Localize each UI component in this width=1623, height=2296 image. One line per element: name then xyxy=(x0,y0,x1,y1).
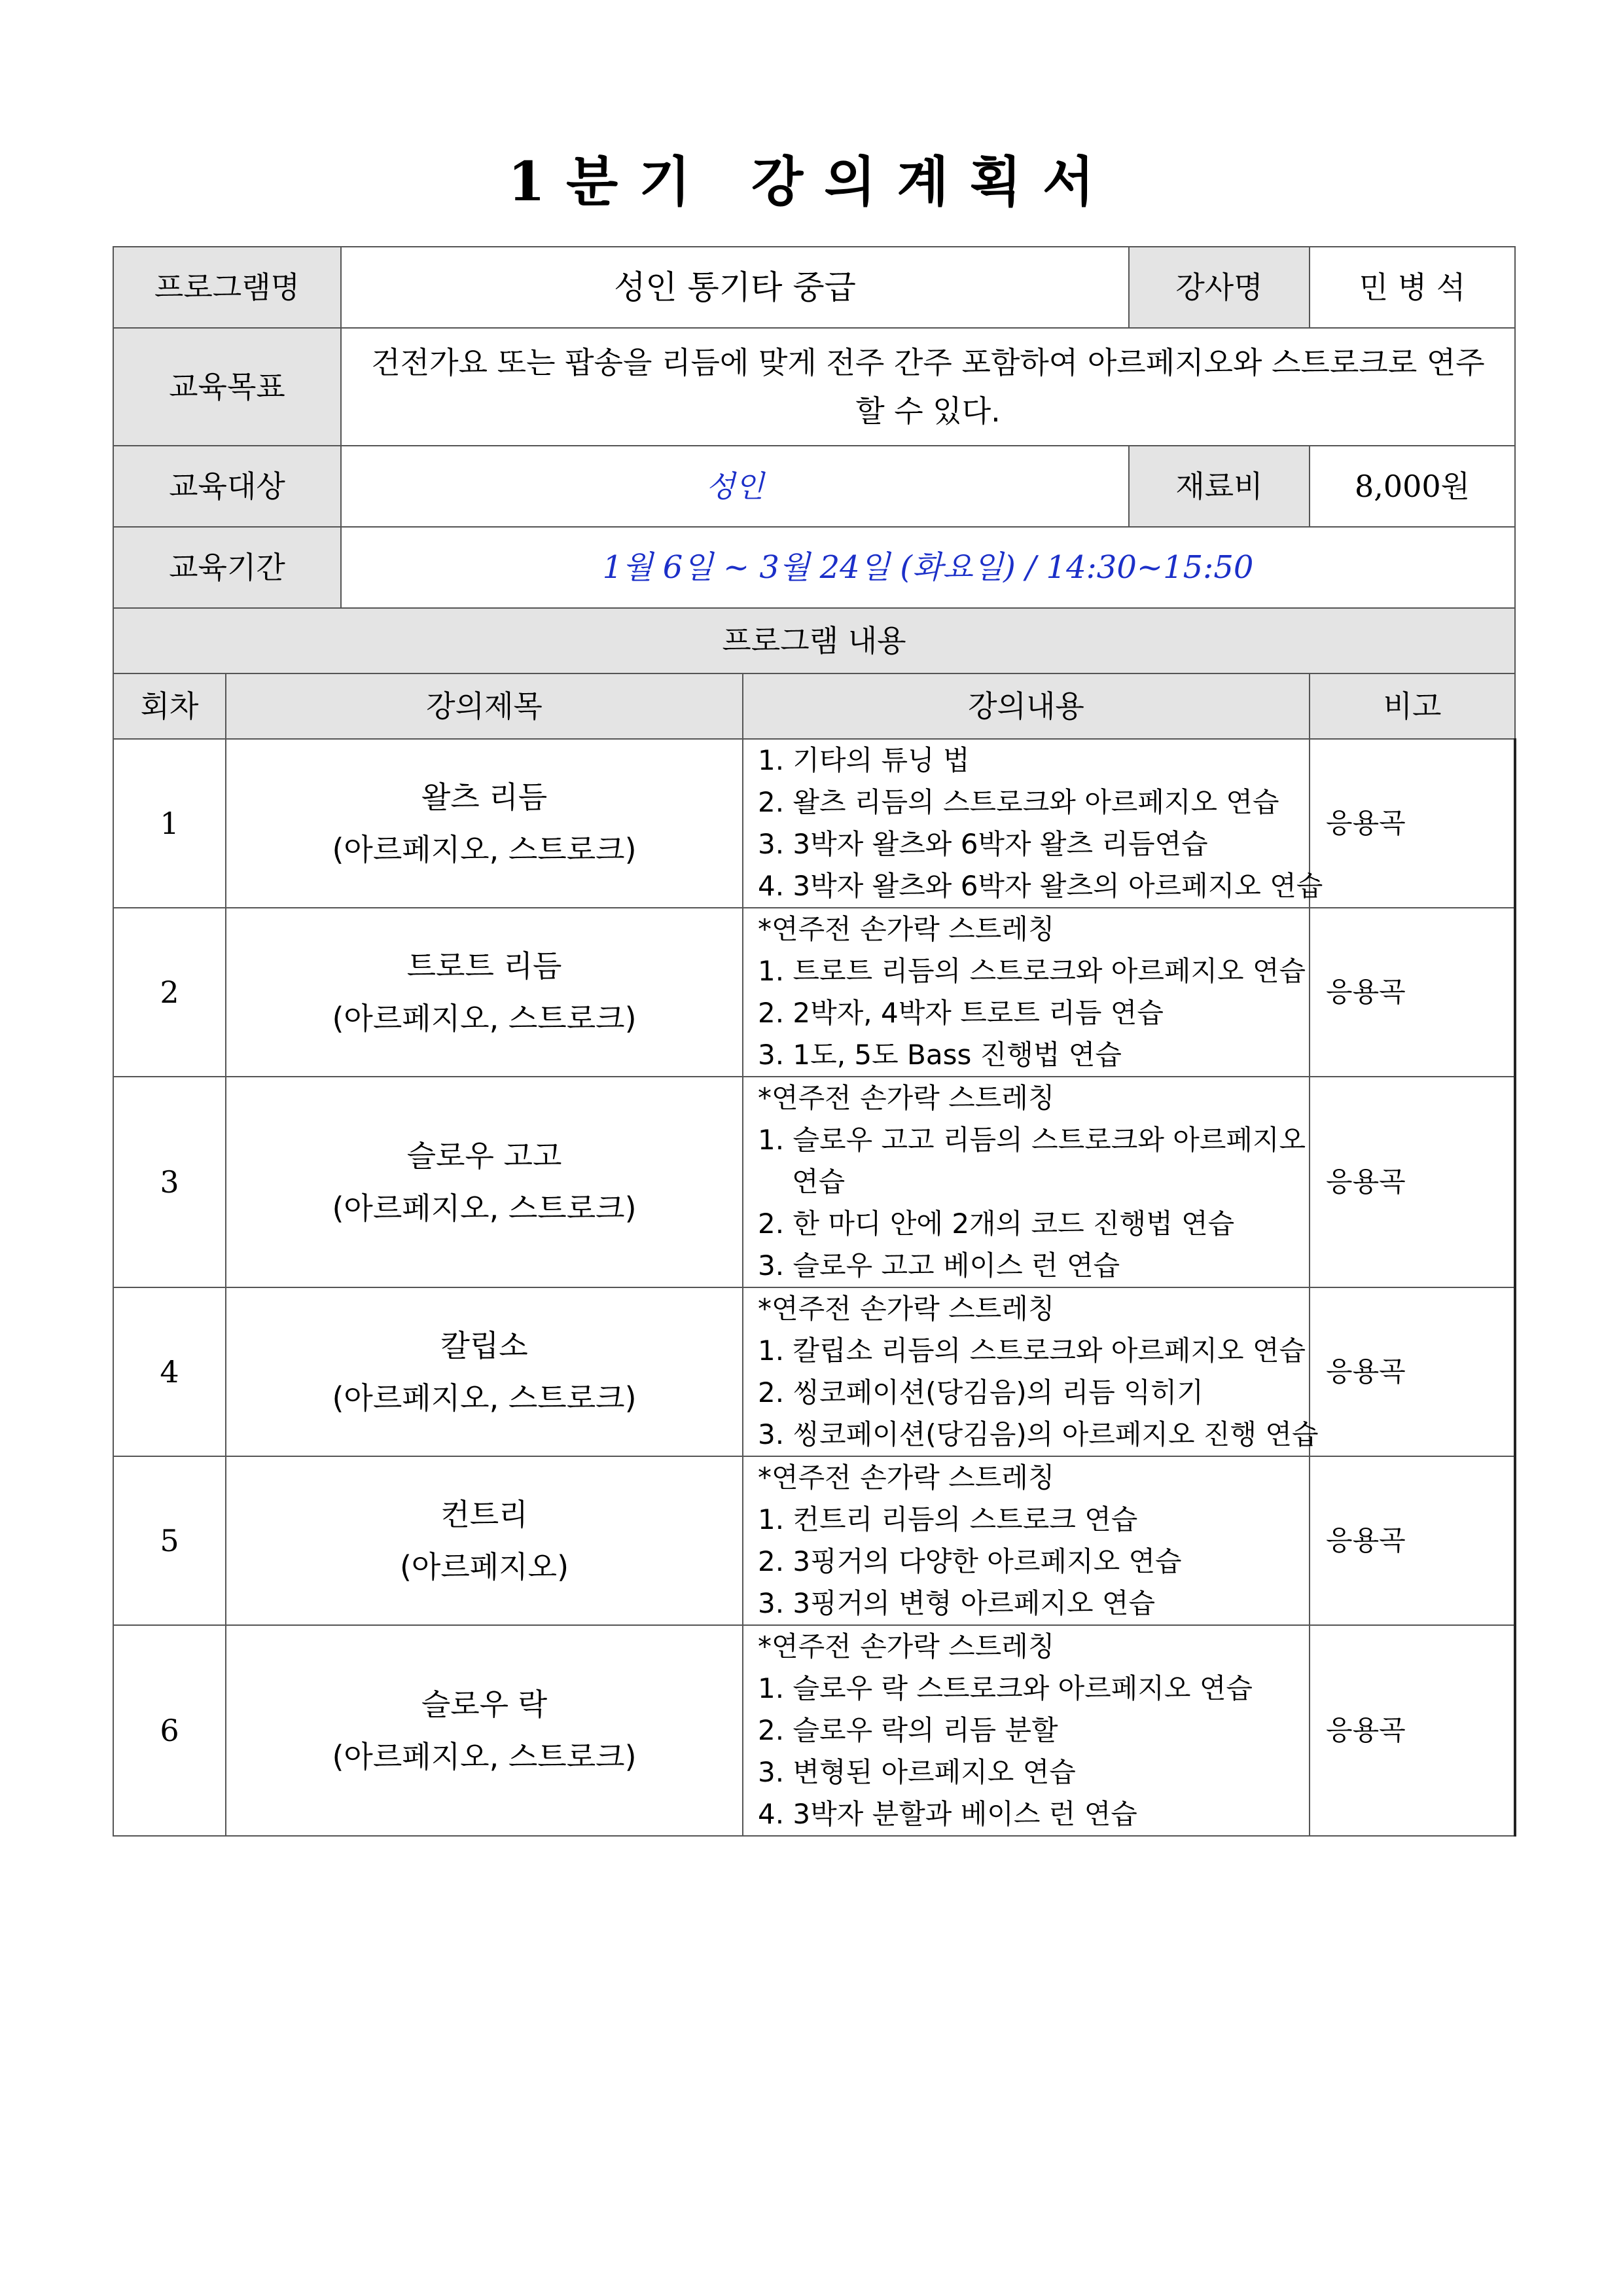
session-note: 응용곡 xyxy=(1310,1456,1515,1625)
session-content xyxy=(743,1625,1310,1836)
col-session: 회차 xyxy=(113,673,226,739)
content-item: 4. 3박자 왈츠와 6박자 왈츠의 아르페지오 연습 xyxy=(758,870,1323,902)
session-title: 슬로우 고고 xyxy=(406,1138,562,1174)
content-item: 2. 3핑거의 다양한 아르페지오 연습 xyxy=(758,1545,1182,1577)
session-content xyxy=(743,739,1323,908)
session-subtitle: (아르페지오, 스트로크) xyxy=(332,1739,637,1774)
session-note: 응용곡 xyxy=(1310,1287,1515,1456)
session-title-cell xyxy=(226,1625,743,1836)
session-subtitle: (아르페지오, 스트로크) xyxy=(332,1001,637,1036)
target-row xyxy=(113,446,1515,527)
fee-value: 8,000원 xyxy=(1310,446,1515,527)
content-item: 3. 씽코페이션(당김음)의 아르페지오 진행 연습 xyxy=(758,1418,1319,1450)
session-number: 2 xyxy=(113,908,226,1077)
content-item: *연주전 손가락 스트레칭 xyxy=(758,1462,1055,1494)
session-content xyxy=(743,908,1310,1077)
content-item: 연습 xyxy=(792,1166,846,1198)
target-label: 교육대상 xyxy=(113,446,341,527)
content-item: 1. 슬로우 고고 리듬의 스트로크와 아르페지오 xyxy=(758,1124,1306,1156)
goal-row xyxy=(113,328,1515,446)
content-item: *연주전 손가락 스트레칭 xyxy=(758,1293,1055,1325)
session-title: 왈츠 리듬 xyxy=(421,780,548,815)
content-item: 2. 한 마디 안에 2개의 코드 진행법 연습 xyxy=(758,1208,1235,1240)
session-note: 응용곡 xyxy=(1310,739,1515,908)
session-note: 응용곡 xyxy=(1310,908,1515,1077)
session-number: 6 xyxy=(113,1625,226,1836)
content-item: 2. 왈츠 리듬의 스트로크와 아르페지오 연습 xyxy=(758,786,1279,818)
session-title: 칼립소 xyxy=(440,1328,528,1363)
content-item: 1. 기타의 튜닝 법 xyxy=(758,744,970,776)
session-note: 응용곡 xyxy=(1310,1625,1515,1836)
content-item: 1. 칼립소 리듬의 스트로크와 아르페지오 연습 xyxy=(758,1335,1306,1367)
content-item: 1. 트로트 리듬의 스트로크와 아르페지오 연습 xyxy=(758,955,1306,987)
session-title-cell xyxy=(226,1456,743,1625)
table-row xyxy=(113,739,1515,908)
program-name: 성인 통기타 중급 xyxy=(341,247,1129,328)
content-item: *연주전 손가락 스트레칭 xyxy=(758,1630,1055,1662)
session-content xyxy=(743,1077,1310,1287)
content-item: 2. 2박자, 4박자 트로트 리듬 연습 xyxy=(758,997,1164,1029)
session-subtitle: (아르페지오, 스트로크) xyxy=(332,1191,637,1226)
content-item: 4. 3박자 분할과 베이스 런 연습 xyxy=(758,1798,1137,1830)
session-subtitle: (아르페지오, 스트로크) xyxy=(332,832,637,867)
session-number: 1 xyxy=(113,739,226,908)
session-title-cell xyxy=(226,1077,743,1287)
session-subtitle: (아르페지오) xyxy=(399,1549,569,1585)
session-title: 컨트리 xyxy=(440,1497,528,1532)
content-item: 2. 씽코페이션(당김음)의 리듬 익히기 xyxy=(758,1376,1204,1408)
session-title-cell xyxy=(226,908,743,1077)
section-row xyxy=(113,608,1515,673)
fee-label: 재료비 xyxy=(1129,446,1310,527)
content-item: 3. 3핑거의 변형 아르페지오 연습 xyxy=(758,1587,1156,1619)
session-title: 트로트 리듬 xyxy=(406,948,562,984)
target-value: 성인 xyxy=(341,446,1129,527)
section-title: 프로그램 내용 xyxy=(113,608,1515,673)
period-row xyxy=(113,527,1515,608)
content-item: 2. 슬로우 락의 리듬 분할 xyxy=(758,1714,1058,1746)
program-label: 프로그램명 xyxy=(113,247,341,328)
table-row xyxy=(113,1077,1515,1287)
session-content xyxy=(743,1456,1310,1625)
goal-text: 건전가요 또는 팝송을 리듬에 맞게 전주 간주 포함하여 아르페지오와 스트로크로 연주할 수 있다. xyxy=(341,328,1515,446)
program-row xyxy=(113,247,1515,328)
session-content xyxy=(743,1287,1319,1456)
session-number: 4 xyxy=(113,1287,226,1456)
session-note: 응용곡 xyxy=(1310,1077,1515,1287)
table-row xyxy=(113,908,1515,1077)
content-item: 1. 슬로우 락 스트로크와 아르페지오 연습 xyxy=(758,1672,1253,1704)
period-label: 교육기간 xyxy=(113,527,341,608)
session-number: 5 xyxy=(113,1456,226,1625)
column-header-row xyxy=(113,673,1515,739)
content-item: 3. 슬로우 고고 베이스 런 연습 xyxy=(758,1249,1120,1282)
content-item: *연주전 손가락 스트레칭 xyxy=(758,1082,1055,1114)
instructor-label: 강사명 xyxy=(1129,247,1310,328)
content-item: 3. 변형된 아르페지오 연습 xyxy=(758,1756,1076,1788)
session-subtitle: (아르페지오, 스트로크) xyxy=(332,1380,637,1416)
col-note: 비고 xyxy=(1310,673,1515,739)
table-row xyxy=(113,1287,1515,1456)
period-value: 1월 6일 ~ 3월 24일 (화요일) / 14:30~15:50 xyxy=(341,527,1515,608)
col-lecture-content: 강의내용 xyxy=(743,673,1310,739)
session-number: 3 xyxy=(113,1077,226,1287)
table-row xyxy=(113,1625,1515,1836)
session-title-cell xyxy=(226,1287,743,1456)
content-item: *연주전 손가락 스트레칭 xyxy=(758,913,1055,945)
session-title: 슬로우 락 xyxy=(421,1687,548,1722)
page-title: 1분기 강의계획서 xyxy=(507,151,1116,213)
instructor-name: 민 병 석 xyxy=(1310,247,1515,328)
col-lecture-title: 강의제목 xyxy=(226,673,743,739)
content-item: 1. 컨트리 리듬의 스트로크 연습 xyxy=(758,1503,1138,1535)
lecture-plan-table xyxy=(113,246,1516,1837)
goal-label: 교육목표 xyxy=(113,328,341,446)
content-item: 3. 3박자 왈츠와 6박자 왈츠 리듬연습 xyxy=(758,828,1208,860)
table-row xyxy=(113,1456,1515,1625)
content-item: 3. 1도, 5도 Bass 진행법 연습 xyxy=(758,1039,1122,1071)
session-title-cell xyxy=(226,739,743,908)
